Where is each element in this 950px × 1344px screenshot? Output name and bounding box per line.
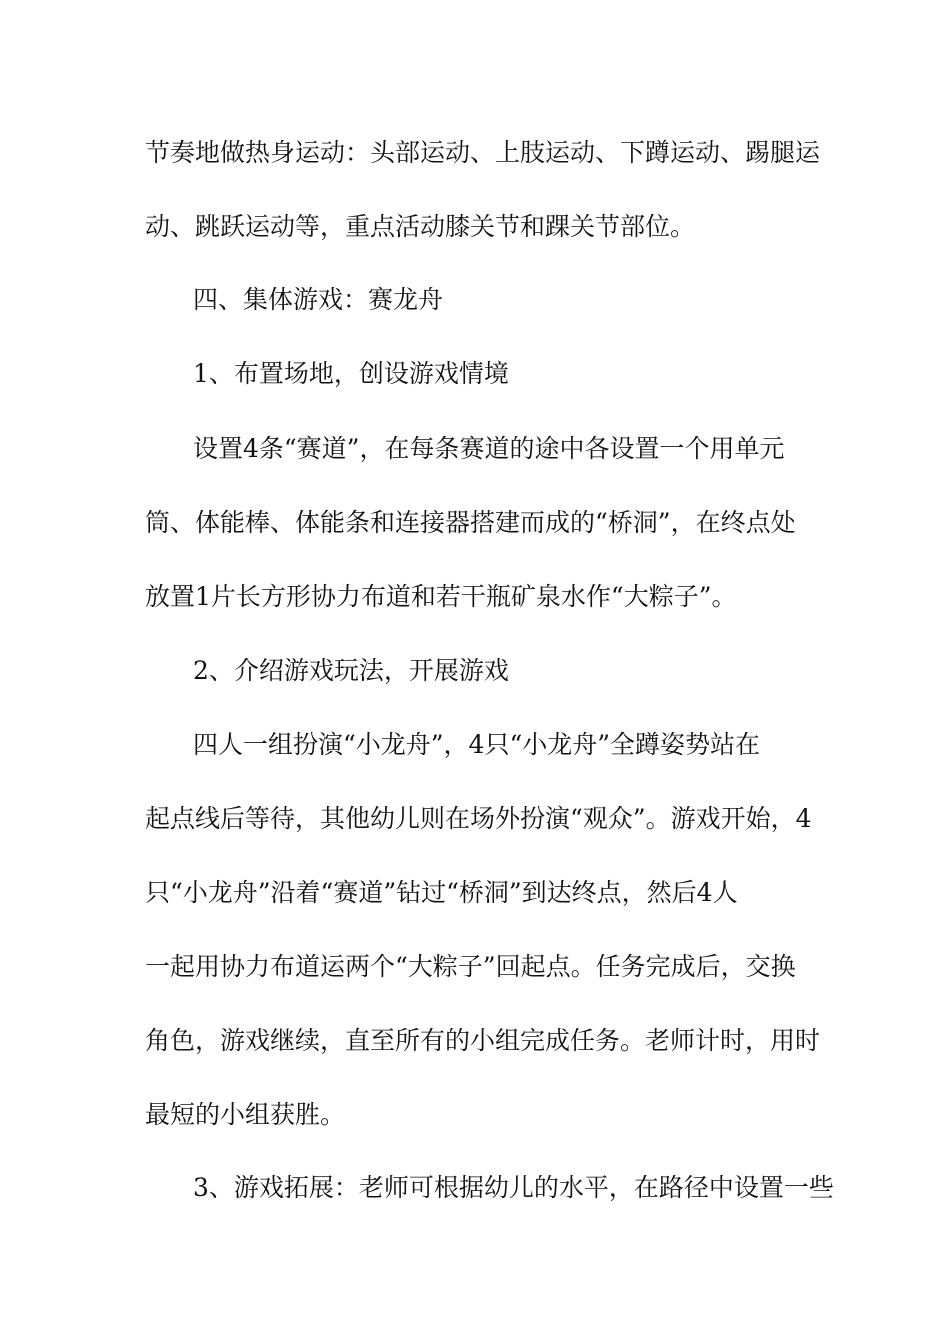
text-line: 一起用协力布道运两个“大粽子”回起点。任务完成后，交换	[145, 952, 796, 981]
text-line: 放置1片长方形协力布道和若干瓶矿泉水作“大粽子”。	[145, 582, 737, 611]
text-line: 动、跳跃运动等，重点活动膝关节和踝关节部位。	[145, 212, 696, 241]
subsection-heading: 1、布置场地，创设游戏情境	[193, 359, 509, 388]
text-line: 角色，游戏继续，直至所有的小组完成任务。老师计时，用时	[145, 1026, 821, 1055]
text-line: 起点线后等待，其他幼儿则在场外扮演“观众”。游戏开始，4	[145, 804, 812, 833]
text-line: 设置4条“赛道”，在每条赛道的途中各设置一个用单元	[193, 434, 785, 463]
text-line: 最短的小组获胜。	[145, 1100, 346, 1129]
subsection-heading: 2、介绍游戏玩法，开展游戏	[193, 656, 509, 685]
text-line: 四人一组扮演“小龙舟”，4只“小龙舟”全蹲姿势站在	[193, 730, 761, 759]
text-line: 节奏地做热身运动：头部运动、上肢运动、下蹲运动、踢腿运	[145, 138, 821, 167]
text-line: 筒、体能棒、体能条和连接器搭建而成的“桥洞”，在终点处	[145, 508, 796, 537]
text-line: 只“小龙舟”沿着“赛道”钻过“桥洞”到达终点，然后4人	[145, 878, 738, 907]
subsection-heading: 3、游戏拓展：老师可根据幼儿的水平，在路径中设置一些	[193, 1173, 834, 1202]
section-heading: 四、集体游戏：赛龙舟	[193, 285, 444, 314]
